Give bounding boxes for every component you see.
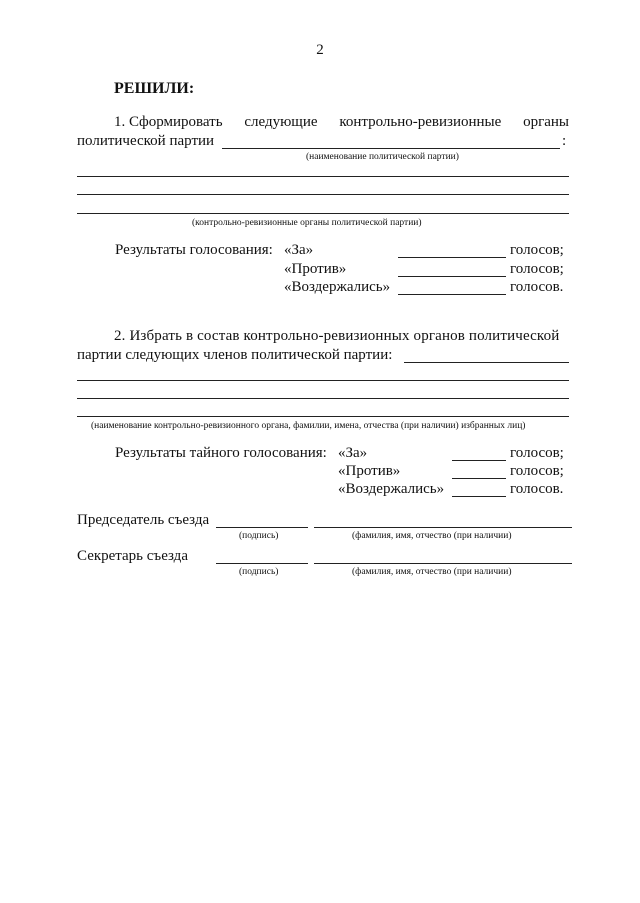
organs-line-2[interactable]: [77, 194, 569, 195]
caption-organs: (контрольно-ревизионные органы политической партии): [192, 218, 422, 228]
item2-against-count-line[interactable]: [452, 478, 506, 479]
item2-abstained-label: «Воздержались»: [338, 481, 445, 497]
item1-first-line: [114, 114, 569, 131]
party-name-line[interactable]: [222, 148, 560, 149]
item1-colon: :: [562, 133, 567, 149]
item2-members-line-3[interactable]: [77, 416, 569, 417]
item1-abstained-label: «Воздержались»: [284, 279, 391, 295]
item1-for-count-line[interactable]: [398, 257, 506, 258]
item1-word: 1. Сформировать: [114, 114, 223, 130]
chairman-name-caption: (фамилия, имя, отчество (при наличии): [352, 531, 512, 541]
item1-results-label: Результаты голосования:: [115, 242, 273, 258]
item2-members-line-1[interactable]: [77, 380, 569, 381]
secretary-label: Секретарь съезда: [77, 548, 188, 564]
secretary-signature-caption: (подпись): [239, 567, 279, 577]
caption-party-name: (наименование политической партии): [306, 152, 459, 162]
item2-votes-against: голосов;: [510, 463, 564, 479]
secretary-name-caption: (фамилия, имя, отчество (при наличии): [352, 567, 512, 577]
item1-votes-abstained: голосов.: [510, 279, 564, 295]
chairman-label: Председатель съезда: [77, 512, 210, 528]
item1-word: органы: [523, 114, 569, 130]
item2-members-line-0[interactable]: [404, 362, 569, 363]
item1-word: следующие: [244, 114, 318, 130]
item2-members-line-2[interactable]: [77, 398, 569, 399]
item2-for-count-line[interactable]: [452, 460, 506, 461]
item1-for-label: «За»: [284, 242, 314, 258]
item2-votes-abstained: голосов.: [510, 481, 564, 497]
item1-word: контрольно-ревизионные: [339, 114, 502, 130]
item2-abstained-count-line[interactable]: [452, 496, 506, 497]
organs-line-3[interactable]: [77, 213, 569, 214]
secretary-name-line[interactable]: [314, 563, 572, 564]
item2-votes-for: голосов;: [510, 445, 564, 461]
item2-for-label: «За»: [338, 445, 368, 461]
item1-against-label: «Против»: [284, 261, 347, 277]
chairman-name-line[interactable]: [314, 527, 572, 528]
caption-elected: (наименование контрольно-ревизионного органа, фамилии, имена, отчества (при наличии) избранных лиц): [91, 421, 526, 431]
item2-first-line: 2. Избрать в состав контрольно-ревизионных органов политической: [114, 328, 560, 344]
chairman-signature-line[interactable]: [216, 527, 308, 528]
item2-against-label: «Против»: [338, 463, 401, 479]
item1-against-count-line[interactable]: [398, 276, 506, 277]
chairman-signature-caption: (подпись): [239, 531, 279, 541]
item2-results-label: Результаты тайного голосования:: [115, 445, 327, 461]
secretary-signature-line[interactable]: [216, 563, 308, 564]
organs-line-1[interactable]: [77, 176, 569, 177]
item1-party-label: политической партии: [77, 133, 215, 149]
item1-abstained-count-line[interactable]: [398, 294, 506, 295]
page-number: 2: [316, 42, 324, 58]
item2-second-line: партии следующих членов политической партии:: [77, 347, 393, 363]
item1-votes-against: голосов;: [510, 261, 564, 277]
item1-votes-for: голосов;: [510, 242, 564, 258]
section-heading: РЕШИЛИ:: [114, 80, 195, 97]
